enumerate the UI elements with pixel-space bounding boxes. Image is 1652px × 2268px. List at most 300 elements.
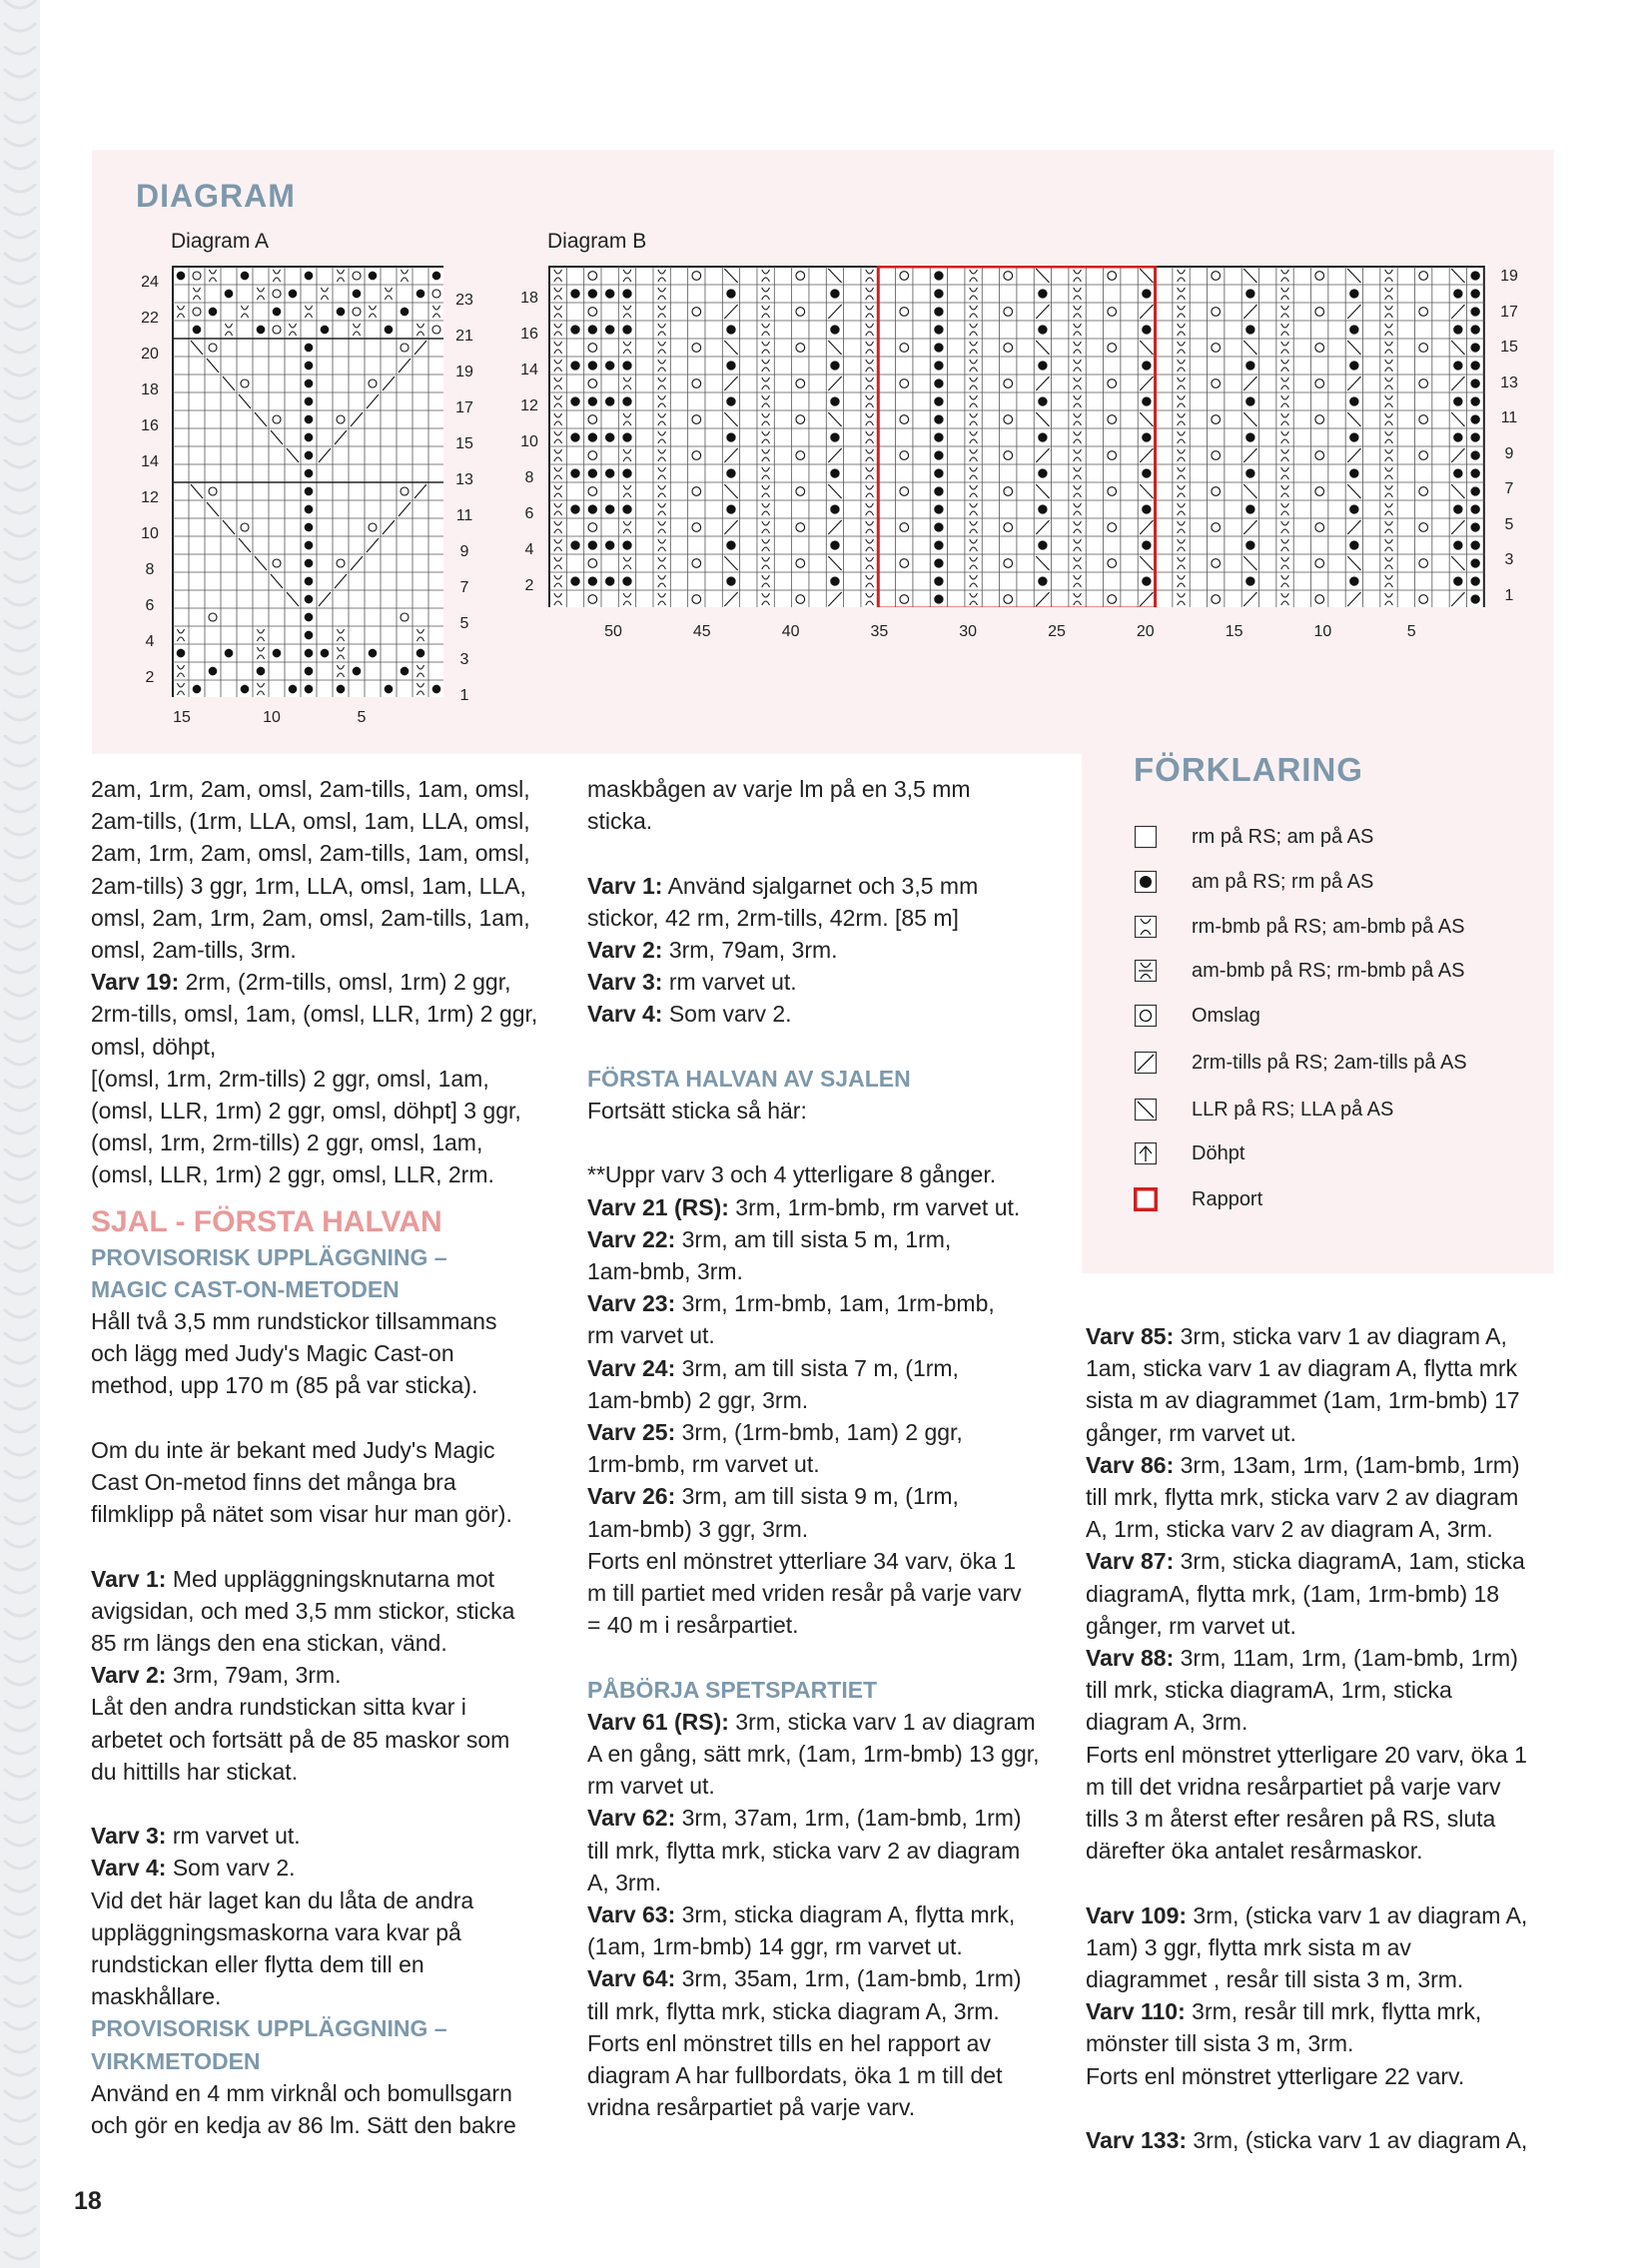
purl-stitch-mark <box>1453 576 1462 585</box>
column-number: 15 <box>1225 623 1243 640</box>
purl-stitch-mark <box>401 667 410 676</box>
purl-stitch-mark <box>570 468 579 477</box>
purl-stitch-mark <box>1038 468 1047 477</box>
text-line: diagram A, 3rm. <box>1086 1709 1248 1736</box>
subheading-crochet-method: VIRKMETODEN <box>91 2047 261 2074</box>
text-line: Fortsätt sticka så här: <box>587 1098 807 1124</box>
purl-stitch-mark <box>605 361 614 370</box>
purl-stitch-mark <box>588 504 597 513</box>
purl-stitch-mark <box>1470 540 1479 549</box>
purl-stitch-mark <box>385 685 394 694</box>
purl-stitch-mark <box>1245 361 1254 370</box>
legend-item <box>1134 956 1464 986</box>
text-line: 1am-bmb) 3 ggr, 3rm. <box>587 1515 809 1542</box>
legend-item-text: am-bmb på RS; rm-bmb på AS <box>1192 959 1465 982</box>
purl-stitch-mark <box>605 468 614 477</box>
row-number: 10 <box>520 433 538 450</box>
purl-stitch-mark <box>385 326 394 335</box>
purl-stitch-mark <box>1349 289 1358 298</box>
purl-stitch-mark <box>1349 504 1358 513</box>
purl-stitch-mark <box>934 594 943 603</box>
row-number: 20 <box>141 346 159 363</box>
purl-stitch-mark <box>934 432 943 441</box>
text-line: till mrk, sticka diagramA, 1rm, sticka <box>1086 1677 1452 1704</box>
column-number: 35 <box>870 623 889 640</box>
purl-stitch-mark <box>934 558 943 567</box>
text-line: [(omsl, 1rm, 2rm-tills) 2 ggr, omsl, 1am, <box>91 1065 489 1092</box>
purl-stitch-mark <box>1470 468 1479 477</box>
purl-stitch-mark <box>305 613 314 622</box>
empty-square-icon <box>1134 825 1158 849</box>
row-number: 1 <box>1504 586 1514 604</box>
double-decrease-icon <box>1134 1141 1158 1165</box>
legend-item <box>1134 1138 1244 1168</box>
purl-stitch-mark <box>1245 432 1254 441</box>
purl-stitch-mark <box>622 432 631 441</box>
row-number: 13 <box>1500 374 1518 391</box>
purl-stitch-mark <box>1349 396 1358 405</box>
purl-stitch-mark <box>1453 325 1462 334</box>
row-110-instruction: Varv 110: 3rm, resår till mrk, flytta mrk, <box>1086 1998 1482 2025</box>
decorative-braid-strip <box>0 0 40 2268</box>
purl-stitch-mark <box>321 326 330 335</box>
text-line: 2am, 1rm, 2am, omsl, 2am-tills, 1am, omsl, <box>91 776 530 802</box>
purl-stitch-mark <box>289 685 298 694</box>
purl-stitch-mark <box>1453 396 1462 405</box>
purl-stitch-mark <box>1038 540 1047 549</box>
legend-item-text: Omslag <box>1192 1004 1260 1027</box>
purl-stitch-mark <box>934 289 943 298</box>
purl-stitch-mark <box>1245 576 1254 585</box>
row-number: 6 <box>145 597 155 614</box>
legend-item-text: 2rm-tills på RS; 2am-tills på AS <box>1192 1051 1467 1074</box>
purl-stitch-mark <box>622 504 631 513</box>
purl-stitch-mark <box>588 576 597 585</box>
subheading-magic-cast-on: PROVISORISK UPPLÄGGNING – <box>91 1243 447 1270</box>
purl-stitch-mark <box>1142 432 1151 441</box>
purl-stitch-mark <box>305 362 314 371</box>
purl-stitch-mark <box>1453 361 1462 370</box>
purl-stitch-mark <box>1470 522 1479 531</box>
row-number: 8 <box>145 561 155 578</box>
row-3-instruction: Varv 3: rm varvet ut. <box>91 1823 301 1850</box>
text-line: (1am, 1rm-bmb) 14 ggr, rm varvet ut. <box>587 1933 963 1960</box>
text-line: m till partiet med vriden resår på varje varv <box>587 1580 1022 1607</box>
row-number: 17 <box>1500 303 1518 321</box>
purl-stitch-mark <box>1470 504 1479 513</box>
row-number: 7 <box>1504 480 1514 497</box>
text-line: stickor, 42 rm, 2rm-tills, 42rm. [85 m] <box>587 904 959 931</box>
column-number: 10 <box>263 709 281 726</box>
page-number: 18 <box>74 2187 102 2215</box>
purl-stitch-mark <box>605 396 614 405</box>
row-64-instruction: Varv 64: 3rm, 35am, 1rm, (1am-bmb, 1rm) <box>587 1965 1022 1992</box>
purl-stitch-mark <box>1470 289 1479 298</box>
subheading-crochet-method: PROVISORISK UPPLÄGGNING – <box>91 2015 447 2042</box>
left-decrease-icon <box>1134 1098 1158 1122</box>
text-line: Cast On-metod finns det många bra <box>91 1469 456 1496</box>
column-number: 10 <box>1313 623 1332 640</box>
purl-stitch-mark <box>934 540 943 549</box>
text-line: rm varvet ut. <box>587 1322 715 1349</box>
legend-item <box>1134 867 1373 897</box>
purl-stitch-mark <box>622 468 631 477</box>
purl-stitch-mark <box>305 433 314 442</box>
purl-stitch-mark <box>830 325 839 334</box>
purl-stitch-mark <box>1470 432 1479 441</box>
purl-stitch-mark <box>1349 432 1358 441</box>
row-number: 6 <box>524 505 534 522</box>
row-2-instruction: Varv 2: 3rm, 79am, 3rm. <box>587 937 838 963</box>
row-number: 10 <box>141 525 159 542</box>
row-62-instruction: Varv 62: 3rm, 37am, 1rm, (1am-bmb, 1rm) <box>587 1805 1022 1832</box>
purl-stitch-mark <box>622 325 631 334</box>
purl-stitch-mark <box>305 631 314 640</box>
purl-stitch-mark <box>1453 540 1462 549</box>
diagram-heading: DIAGRAM <box>136 178 296 214</box>
row-number: 24 <box>141 274 159 291</box>
purl-stitch-mark <box>353 667 362 676</box>
purl-stitch-mark <box>934 378 943 387</box>
text-line: Forts enl mönstret tills en hel rapport av <box>587 2029 991 2056</box>
purl-stitch-mark <box>588 361 597 370</box>
purl-stitch-mark <box>570 576 579 585</box>
purl-stitch-mark <box>605 576 614 585</box>
text-line: och lägg med Judy's Magic Cast-on <box>91 1340 454 1367</box>
diagram-a-chart <box>172 266 443 697</box>
row-number: 15 <box>1500 339 1518 356</box>
text-line: Använd en 4 mm virknål och bomullsgarn <box>91 2079 512 2106</box>
purl-stitch-mark <box>1038 432 1047 441</box>
purl-stitch-mark <box>1142 540 1151 549</box>
purl-stitch-mark <box>241 272 250 281</box>
purl-stitch-mark <box>209 667 218 676</box>
row-24-instruction: Varv 24: 3rm, am till sista 7 m, (1rm, <box>587 1354 959 1381</box>
column-number: 15 <box>173 709 191 726</box>
row-number: 12 <box>141 489 159 506</box>
purl-stitch-mark <box>726 432 735 441</box>
purl-stitch-mark <box>1038 289 1047 298</box>
purl-stitch-mark <box>622 289 631 298</box>
purl-stitch-mark <box>305 559 314 568</box>
text-line: tills 3 m återst efter resåren på RS, sluta <box>1086 1806 1496 1833</box>
purl-stitch-mark <box>289 290 298 299</box>
row-88-instruction: Varv 88: 3rm, 11am, 1rm, (1am-bmb, 1rm) <box>1086 1645 1518 1672</box>
row-61-instruction: Varv 61 (RS): 3rm, sticka varv 1 av diagram <box>587 1708 1036 1735</box>
text-line: 1am) 3 ggr, flytta mrk sista m av <box>1086 1933 1411 1960</box>
text-line: du hittills har stickat. <box>91 1758 299 1785</box>
text-line: 1rm-bmb, rm varvet ut. <box>587 1451 820 1478</box>
legend-item-text: Rapport <box>1192 1187 1263 1210</box>
row-number: 14 <box>520 362 538 378</box>
row-number: 3 <box>1504 551 1514 568</box>
text-line: A en gång, sätt mrk, (1am, 1rm-bmb) 13 ggr, <box>587 1741 1040 1768</box>
row-number: 15 <box>455 435 473 452</box>
purl-stitch-mark <box>416 290 425 299</box>
purl-stitch-mark <box>934 343 943 352</box>
purl-stitch-mark <box>726 468 735 477</box>
row-63-instruction: Varv 63: 3rm, sticka diagram A, flytta mrk, <box>587 1901 1016 1928</box>
text-line: 1am, sticka varv 1 av diagram A, flytta mrk <box>1086 1355 1518 1382</box>
text-line: gånger, rm varvet ut. <box>1086 1612 1296 1639</box>
text-line: (omsl, LLR, 1rm) 2 ggr, omsl, LLR, 2rm. <box>91 1161 494 1188</box>
text-line: sista m av diagrammet (1am, 1rm-bmb) 17 <box>1086 1387 1520 1414</box>
text-line: sticka. <box>587 808 653 835</box>
purl-stitch-mark <box>934 307 943 316</box>
purl-stitch-mark <box>1142 576 1151 585</box>
text-line: 1am-bmb, 3rm. <box>587 1258 743 1284</box>
purl-stitch-mark <box>1470 486 1479 495</box>
purl-stitch-mark <box>934 468 943 477</box>
row-number: 4 <box>524 541 534 558</box>
row-23-instruction: Varv 23: 3rm, 1rm-bmb, 1am, 1rm-bmb, <box>587 1290 995 1317</box>
row-109-instruction: Varv 109: 3rm, (sticka varv 1 av diagram A, <box>1086 1901 1528 1928</box>
diagram-b-label: Diagram B <box>547 230 647 253</box>
text-line: 85 rm längs den ena stickan, vänd. <box>91 1630 447 1657</box>
text-line: vridna resårpartiet på varje varv. <box>587 2094 916 2121</box>
text-line: omsl, 2am-tills, 3rm. <box>91 937 297 964</box>
purl-stitch-mark <box>622 576 631 585</box>
purl-stitch-mark <box>337 685 346 694</box>
purl-stitch-mark <box>193 685 202 694</box>
purl-stitch-mark <box>305 379 314 388</box>
row-number: 3 <box>459 651 469 668</box>
purl-stitch-mark <box>934 325 943 334</box>
purl-stitch-mark <box>622 396 631 405</box>
purl-stitch-mark <box>1470 558 1479 567</box>
purl-stitch-mark <box>1349 325 1358 334</box>
purl-stitch-mark <box>830 504 839 513</box>
purl-stitch-mark <box>934 361 943 370</box>
row-number: 1 <box>459 687 469 704</box>
purl-stitch-mark <box>1470 450 1479 459</box>
purl-stitch-mark <box>934 396 943 405</box>
text-column-1 <box>91 773 570 2141</box>
purl-stitch-mark <box>257 667 266 676</box>
row-number: 4 <box>145 633 155 650</box>
purl-stitch-mark <box>934 450 943 459</box>
row-number: 16 <box>141 417 159 434</box>
column-number: 30 <box>959 623 978 640</box>
purl-stitch-mark <box>1453 289 1462 298</box>
row-number: 2 <box>524 577 534 594</box>
text-line: Forts enl mönstret ytterliare 34 varv, öka 1 <box>587 1547 1017 1574</box>
filled-dot-icon <box>1134 870 1158 894</box>
purl-stitch-mark <box>605 432 614 441</box>
column-number: 50 <box>604 623 622 640</box>
diagram-b-chart <box>548 266 1485 607</box>
legend-item-text: LLR på RS; LLA på AS <box>1192 1098 1394 1121</box>
subheading-first-half: FÖRSTA HALVAN AV SJALEN <box>587 1065 911 1092</box>
row-19-instruction: Varv 19: 2rm, (2rm-tills, omsl, 1rm) 2 ggr, <box>91 969 511 996</box>
purl-stitch-mark <box>1245 504 1254 513</box>
purl-stitch-mark <box>726 540 735 549</box>
purl-stitch-mark <box>305 415 314 424</box>
purl-stitch-mark <box>588 289 597 298</box>
text-line: filmklipp på nätet som visar hur man gör). <box>91 1501 512 1528</box>
purl-stitch-mark <box>1453 432 1462 441</box>
purl-stitch-mark <box>830 432 839 441</box>
purl-stitch-mark <box>570 361 579 370</box>
text-line: därefter öka antalet resårmaskor. <box>1086 1838 1423 1865</box>
purl-stitch-mark <box>1038 325 1047 334</box>
purl-stitch-mark <box>401 308 410 317</box>
row-number: 18 <box>520 290 538 307</box>
purl-stitch-mark <box>1142 396 1151 405</box>
text-line: (omsl, 1rm, 2rm-tills) 2 ggr, omsl, 1am, <box>91 1130 483 1156</box>
purl-stitch-mark <box>305 451 314 460</box>
purl-stitch-mark <box>1349 361 1358 370</box>
row-133-instruction: Varv 133: 3rm, (sticka varv 1 av diagram A, <box>1086 2127 1528 2154</box>
purl-stitch-mark <box>830 468 839 477</box>
purl-stitch-mark <box>257 326 266 335</box>
row-number: 19 <box>1500 268 1518 285</box>
text-line: 2am-tills, (1rm, LLA, omsl, 1am, LLA, omsl, <box>91 808 530 835</box>
purl-stitch-mark <box>622 540 631 549</box>
purl-stitch-mark <box>305 667 314 676</box>
row-3-instruction: Varv 3: rm varvet ut. <box>587 969 797 996</box>
purl-stitch-mark <box>432 685 441 694</box>
purl-stitch-mark <box>1470 307 1479 316</box>
purl-stitch-mark <box>1245 468 1254 477</box>
purl-stitch-mark <box>1142 361 1151 370</box>
purl-stitch-mark <box>605 540 614 549</box>
row-4-instruction: Varv 4: Som varv 2. <box>91 1855 296 1882</box>
text-line: gånger, rm varvet ut. <box>1086 1419 1296 1446</box>
purl-stitch-mark <box>830 540 839 549</box>
text-line: omsl, 2am, 1rm, 2am, omsl, 2am-tills, 1am, <box>91 904 530 931</box>
purl-stitch-mark <box>1038 504 1047 513</box>
purl-stitch-mark <box>1470 343 1479 352</box>
purl-stitch-mark <box>588 540 597 549</box>
purl-stitch-mark <box>1245 325 1254 334</box>
purl-stitch-mark <box>1470 378 1479 387</box>
text-line: A, 1rm, sticka varv 2 av diagram A, 3rm. <box>1086 1516 1493 1543</box>
text-line: till mrk, flytta mrk, sticka diagram A, 3rm. <box>587 1997 1000 2024</box>
purl-stitch-mark <box>305 577 314 586</box>
purl-stitch-mark <box>570 432 579 441</box>
column-number: 45 <box>692 623 711 640</box>
text-line: Forts enl mönstret ytterligare 22 varv. <box>1086 2062 1465 2089</box>
purl-stitch-mark <box>1470 325 1479 334</box>
row-number: 5 <box>1504 515 1514 533</box>
row-87-instruction: Varv 87: 3rm, sticka diagramA, 1am, sticka <box>1086 1548 1525 1575</box>
text-line: avigsidan, och med 3,5 mm stickor, sticka <box>91 1597 515 1624</box>
text-line: uppläggningsmaskorna vara kvar på <box>91 1918 461 1945</box>
purl-stitch-mark <box>1349 576 1358 585</box>
row-number: 19 <box>455 364 473 380</box>
purl-stitch-mark <box>934 414 943 423</box>
row-number: 22 <box>141 310 159 327</box>
row-number: 11 <box>455 507 473 524</box>
purl-stitch-mark <box>432 272 441 281</box>
purl-stitch-mark <box>1470 271 1479 280</box>
purl-stitch-mark <box>605 504 614 513</box>
row-number: 5 <box>459 615 469 632</box>
legend-item <box>1134 1095 1393 1125</box>
text-line: 2am-tills) 3 ggr, 1rm, LLA, omsl, 1am, LLA, <box>91 872 526 899</box>
column-number: 25 <box>1048 623 1066 640</box>
legend-item-text: rm-bmb på RS; am-bmb på AS <box>1192 915 1465 938</box>
legend-item-text: am på RS; rm på AS <box>1192 870 1374 893</box>
purl-stitch-mark <box>605 289 614 298</box>
row-25-instruction: Varv 25: 3rm, (1rm-bmb, 1am) 2 ggr, <box>587 1419 963 1446</box>
column-number: 5 <box>1406 623 1416 640</box>
right-decrease-icon <box>1134 1051 1158 1075</box>
purl-stitch-mark <box>570 540 579 549</box>
purl-stitch-mark <box>1453 504 1462 513</box>
row-number: 23 <box>455 292 473 309</box>
purl-stitch-mark <box>273 649 282 658</box>
purl-stitch-mark <box>588 468 597 477</box>
purl-stitch-mark <box>726 325 735 334</box>
diagram-a-label: Diagram A <box>171 230 270 253</box>
purl-stitch-mark <box>934 522 943 531</box>
row-number: 13 <box>455 471 473 488</box>
legend-item <box>1134 1001 1260 1031</box>
row-1-instruction: Varv 1: Använd sjalgarnet och 3,5 mm <box>587 872 979 899</box>
text-line: Håll två 3,5 mm rundstickor tillsammans <box>91 1308 497 1335</box>
purl-stitch-mark <box>305 523 314 532</box>
purl-stitch-mark <box>241 685 250 694</box>
purl-stitch-mark <box>830 289 839 298</box>
purl-stitch-mark <box>1142 289 1151 298</box>
yarn-over-icon <box>1134 1004 1158 1028</box>
purl-stitch-mark <box>934 576 943 585</box>
purl-stitch-mark <box>1470 594 1479 603</box>
text-line: rm varvet ut. <box>587 1773 715 1800</box>
purl-stitch-mark <box>177 649 186 658</box>
row-number: 17 <box>455 399 473 416</box>
row-number: 11 <box>1500 409 1518 426</box>
purl-stitch-mark <box>305 469 314 478</box>
column-number: 20 <box>1136 623 1155 640</box>
purl-stitch-mark <box>570 396 579 405</box>
row-number: 9 <box>1504 444 1514 462</box>
row-number: 16 <box>520 326 538 343</box>
text-column-3 <box>1086 1320 1565 2156</box>
purl-stitch-mark <box>193 326 202 335</box>
purl-stitch-mark <box>1470 576 1479 585</box>
purl-stitch-mark <box>726 396 735 405</box>
row-number: 2 <box>145 669 155 686</box>
purl-stitch-mark <box>1142 504 1151 513</box>
row-22-instruction: Varv 22: 3rm, am till sista 5 m, 1rm, <box>587 1225 952 1252</box>
row-4-instruction: Varv 4: Som varv 2. <box>587 1001 792 1028</box>
subheading-magic-cast-on: MAGIC CAST-ON-METODEN <box>91 1275 400 1302</box>
purl-stitch-mark <box>1142 325 1151 334</box>
column-number: 5 <box>357 709 367 726</box>
row-1-instruction: Varv 1: Med uppläggningsknutarna mot <box>91 1565 495 1592</box>
row-85-instruction: Varv 85: 3rm, sticka varv 1 av diagram A, <box>1086 1323 1507 1349</box>
purl-stitch-mark <box>1470 361 1479 370</box>
purl-stitch-mark <box>1142 468 1151 477</box>
purl-stitch-mark <box>273 308 282 317</box>
text-line: diagramA, flytta mrk, (1am, 1rm-bmb) 18 <box>1086 1580 1500 1607</box>
purl-stitch-mark <box>305 344 314 353</box>
legend-item <box>1134 1184 1262 1214</box>
purl-stitch-mark <box>605 325 614 334</box>
text-line: Vid det här laget kan du låta de andra <box>91 1887 474 1913</box>
text-line: 2am, 1rm, 2am, omsl, 2am-tills, 1am, omsl, <box>91 840 530 867</box>
purl-stitch-mark <box>1470 396 1479 405</box>
purl-stitch-mark <box>305 595 314 604</box>
text-column-2 <box>587 773 1067 2123</box>
purl-stitch-mark <box>1453 468 1462 477</box>
text-line: till mrk, flytta mrk, sticka varv 2 av diagram <box>1086 1484 1519 1511</box>
subheading-lace-part: PÅBÖRJA SPETSPARTIET <box>587 1676 878 1703</box>
purl-stitch-mark <box>934 486 943 495</box>
